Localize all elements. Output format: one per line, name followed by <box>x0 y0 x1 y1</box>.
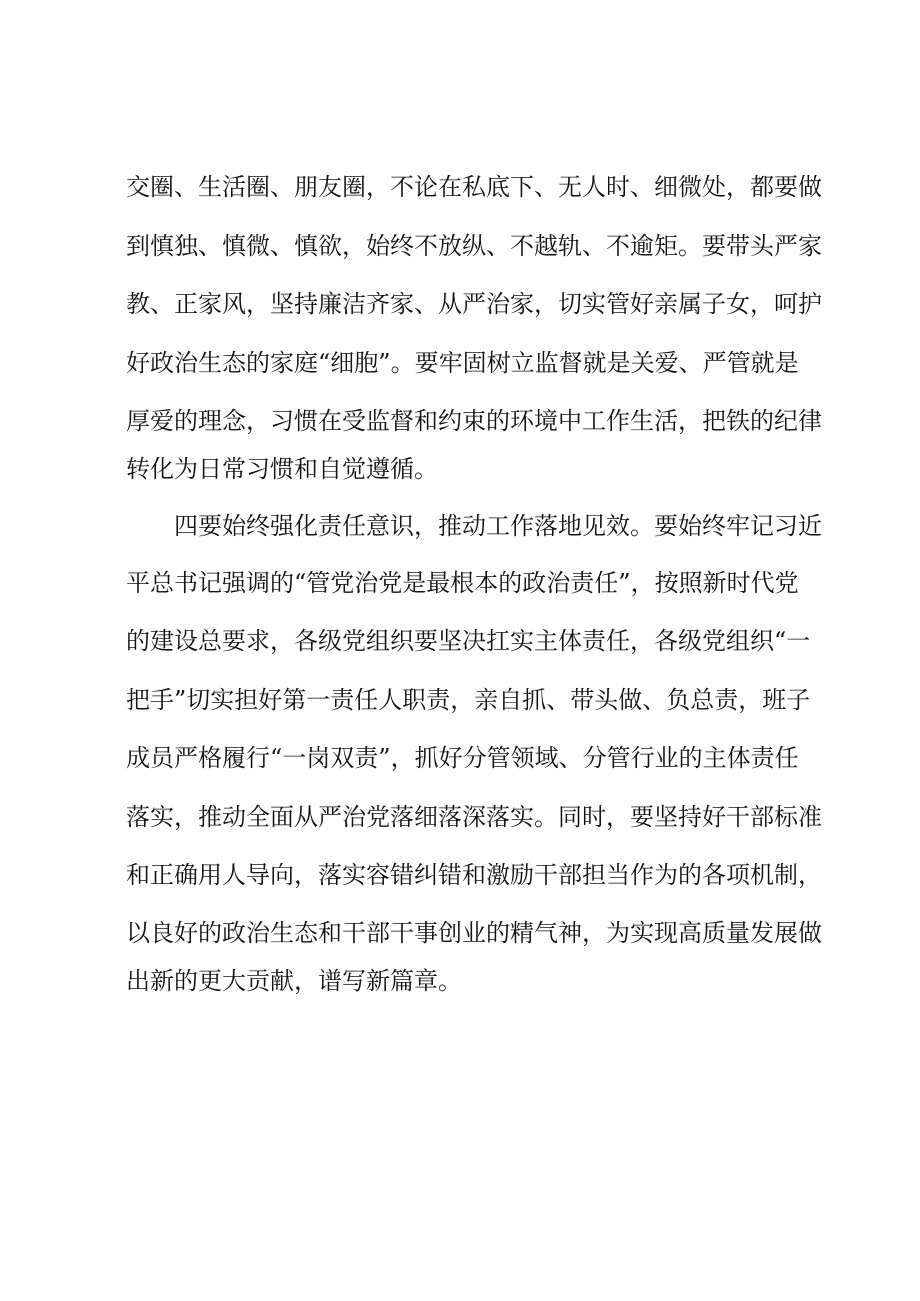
paragraph-line: 交 圈 、 生 活 圈 、 朋 友 圈 ， 不 论 在 私 底 下 、 无 人 时 、 细 微 处 ， 都 要 做 <box>126 173 822 201</box>
paragraph-line: 教 、 正 家 风 ， 坚 持 廉 洁 齐 家 、 从 严 治 家 ， 切 实 管 好 亲 属 子 女 ， 呵 护 <box>126 290 822 318</box>
paragraph-last-line: 转化为日常习惯和自觉遵循。 <box>126 455 438 483</box>
paragraph-line: 把 手 ” 切 实 担 好 第 一 责 任 人 职 责 ， 亲 自 抓 、 带 头 做 、 负 总 责 ， 班 子 <box>126 686 811 714</box>
paragraph-line: 以 良 好 的 政 治 生 态 和 干 部 干 事 创 业 的 精 气 神 ， 为 实 现 高 质 量 发 展 做 <box>126 919 822 947</box>
paragraph-last-line: 出新的更大贡献，谱写新篇章。 <box>126 967 462 995</box>
paragraph-first-line: 四要始终强化责任意识，推动工作落地见效。要始终牢记习近 <box>174 512 822 540</box>
paragraph-line: 到 慎 独 、 慎 微 、 慎 欲 ， 始 终 不 放 纵 、 不 越 轨 、 不 逾 矩 。 要 带 头 严 家 <box>126 232 822 260</box>
paragraph-line: 厚 爱 的 理 念 ， 习 惯 在 受 监 督 和 约 束 的 环 境 中 工 作 生 活 ， 把 铁 的 纪 律 <box>126 407 822 435</box>
paragraph-line: 的 建 设 总 要 求 ， 各 级 党 组 织 要 坚 决 扛 实 主 体 责 任 ， 各 级 党 组 织 “ 一 <box>126 627 811 655</box>
paragraph-line: 平 总 书 记 强 调 的 “ 管 党 治 党 是 最 根 本 的 政 治 责 任 ” ， 按 照 新 时 代 党 <box>126 569 799 597</box>
paragraph-line: 好 政 治 生 态 的 家 庭 “ 细 胞 ” 。 要 牢 固 树 立 监 督 就 是 关 爱 、 严 管 就 是 <box>126 349 799 377</box>
paragraph-line: 成 员 严 格 履 行 “ 一 岗 双 责 ” ， 抓 好 分 管 领 域 、 分 管 行 业 的 主 体 责 任 <box>126 744 799 772</box>
paragraph-line: 和 正 确 用 人 导 向 ， 落 实 容 错 纠 错 和 激 励 干 部 担 当 作 为 的 各 项 机 制 ， <box>126 861 822 889</box>
paragraph-line: 落 实 ， 推 动 全 面 从 严 治 党 落 细 落 深 落 实 。 同 时 ， 要 坚 持 好 干 部 标 准 <box>126 803 822 831</box>
